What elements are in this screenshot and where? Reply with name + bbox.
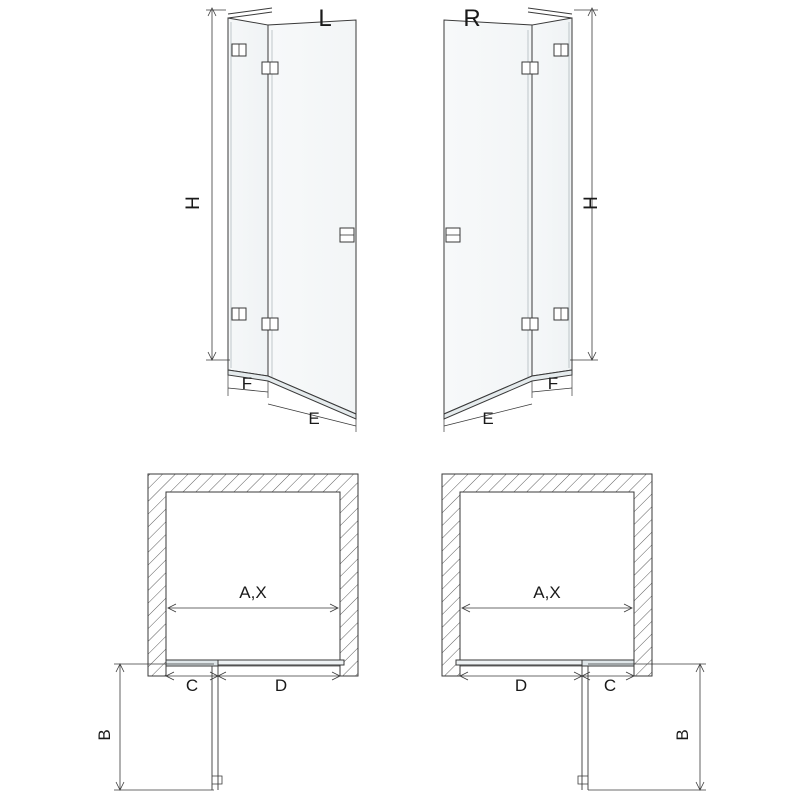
plan-door-left bbox=[218, 660, 344, 665]
plan-view-right bbox=[442, 474, 706, 790]
dimension-ax-left bbox=[168, 604, 338, 612]
label-c-right: C bbox=[603, 676, 617, 695]
dimension-height-right bbox=[570, 8, 598, 360]
door-handle-right bbox=[446, 228, 460, 242]
dimension-height-left bbox=[206, 8, 230, 360]
label-height-left: H bbox=[183, 196, 204, 210]
label-variant-left: L bbox=[318, 5, 332, 32]
wall-hatch-right bbox=[442, 474, 652, 676]
label-b-left: B bbox=[95, 729, 114, 741]
label-e-right: E bbox=[482, 409, 494, 428]
wall-hatch-left bbox=[148, 474, 358, 676]
label-d-right: D bbox=[514, 676, 528, 695]
dimension-b-left bbox=[114, 664, 214, 790]
label-b-right: B bbox=[673, 729, 692, 741]
door-panel-left bbox=[268, 20, 356, 414]
label-ax-right: A,X bbox=[533, 583, 561, 602]
label-height-right: H bbox=[581, 196, 602, 210]
label-d-left: D bbox=[274, 676, 288, 695]
dimension-ax-right bbox=[462, 604, 632, 612]
label-ax-left: A,X bbox=[239, 583, 267, 602]
label-c-left: C bbox=[185, 676, 199, 695]
plan-view-left bbox=[114, 474, 358, 790]
front-view-right bbox=[444, 8, 598, 432]
label-f-right: F bbox=[547, 374, 559, 393]
door-handle-left bbox=[340, 228, 354, 242]
plan-fixed-left bbox=[166, 660, 218, 666]
door-panel-right bbox=[444, 20, 532, 414]
door-swing-left bbox=[212, 666, 222, 790]
door-swing-right bbox=[578, 666, 588, 790]
label-f-left: F bbox=[241, 374, 253, 393]
plan-fixed-right bbox=[582, 660, 634, 666]
plan-door-right bbox=[456, 660, 582, 665]
label-variant-right: R bbox=[463, 5, 481, 32]
front-view-left bbox=[206, 8, 356, 432]
label-e-left: E bbox=[308, 409, 320, 428]
